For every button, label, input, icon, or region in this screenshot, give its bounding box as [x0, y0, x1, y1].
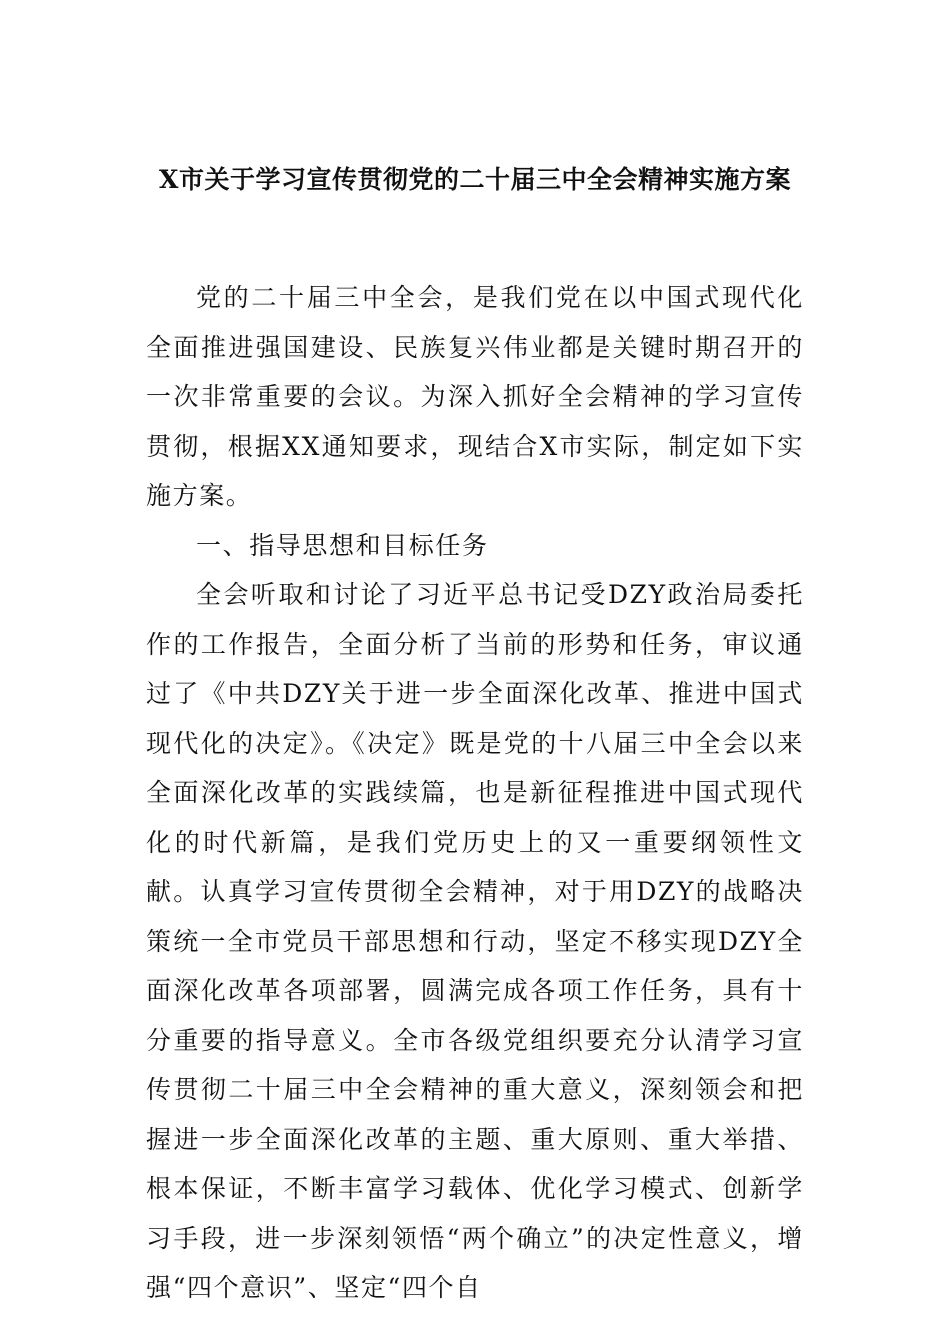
intro-paragraph: 党的二十届三中全会，是我们党在以中国式现代化全面推进强国建设、民族复兴伟业都是关键时期召开的一次非常重要的会议。为深入抓好全会精神的学习宣传贯彻，根据XX通知要求，现结合X市实际，制定如下实施方案。	[146, 283, 804, 510]
document-title: X市关于学习宣传贯彻党的二十届三中全会精神实施方案	[159, 165, 791, 194]
section-heading: 一、指导思想和目标任务	[196, 530, 489, 560]
document-body	[146, 273, 804, 1313]
section-paragraph: 全会听取和讨论了习近平总书记受DZY政治局委托作的工作报告，全面分析了当前的形势和任务，审议通过了《中共DZY关于进一步全面深化改革、推进中国式现代化的决定》。《决定》既是党的十八届三中全会以来全面深化改革的实践续篇，也是新征程推进中国式现代化的时代新篇，是我们党历史上的又一重要纲领性文献。认真学习宣传贯彻全会精神，对于用DZY的战略决策统一全市党员干部思想和行动，坚定不移实现DZY全面深化改革各项部署，圆满完成各项工作任务，具有十分重要的指导意义。全市各级党组织要充分认清学习宣传贯彻二十届三中全会精神的重大意义，深刻领会和把握进一步全面深化改革的主题、重大原则、重大举措、根本保证，不断丰富学习载体、优化学习模式、创新学习手段，进一步深刻领悟“两个确立”的决定性意义，增强“四个意识”、坚定“四个自	[146, 580, 804, 1302]
